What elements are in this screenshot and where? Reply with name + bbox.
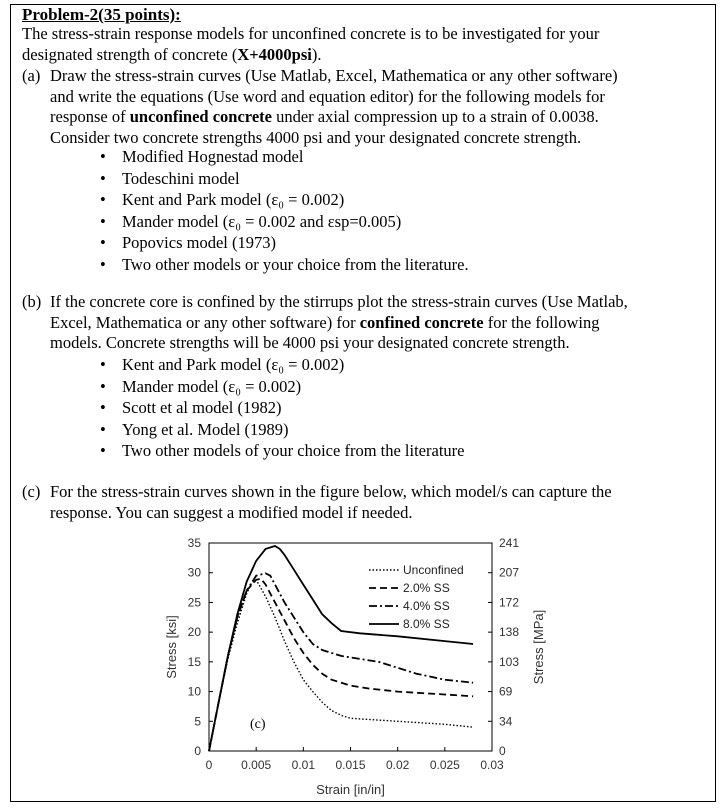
y-right-tick-label: 241 [499, 536, 520, 550]
part-a-line-2: and write the equations (Use word and equation editor) for the following models for [50, 86, 605, 106]
y-right-tick-label: 0 [499, 744, 506, 758]
y-axis-label: Stress [ksi] [164, 615, 179, 679]
list-item: • Mander model (ε₀ = 0.002) [100, 376, 464, 398]
y-tick-label: 15 [187, 654, 201, 669]
intro-line-1: The stress-strain response models for unconfined concrete is to be investigated for your [22, 24, 600, 43]
part-a-line-3 [22, 107, 702, 128]
list-item: • Kent and Park model (ε₀ = 0.002) [100, 354, 464, 376]
x-tick-label: 0.02 [385, 758, 410, 772]
y-right-tick-label: 34 [499, 714, 513, 729]
y-right-tick-label: 207 [499, 565, 520, 580]
part-a-line-3-post: under axial compression up to a strain of 0.0038. [271, 107, 599, 126]
part-a-line-1: Draw the stress-strain curves (Use Matlab, Excel, Mathematica or any other software) [50, 66, 618, 85]
list-item: • Kent and Park model (ε₀ = 0.002) [100, 189, 469, 211]
legend-label: Unconfined [403, 563, 464, 577]
y-axis-label-right: Stress [MPa] [531, 609, 546, 685]
list-item: • Two other models or your choice from the literature. [100, 254, 469, 276]
part-b-line-2-post: for the following [483, 312, 600, 332]
y-right-tick-label: 172 [499, 595, 520, 610]
part-c-line-2: response. You can suggest a modified model if needed. [50, 502, 413, 522]
part-b-label: (b) [22, 292, 42, 311]
problem-intro [22, 24, 702, 65]
stress-strain-figure [150, 532, 570, 802]
list-item: • Popovics model (1973) [100, 232, 469, 254]
x-axis-label: Strain [in/in] [316, 782, 385, 797]
x-tick-label: 0.025 [429, 758, 460, 772]
problem-title: Problem-2(35 points): [22, 5, 181, 24]
x-tick-label: 0.03 [480, 758, 504, 772]
list-item: • Modified Hognestad model [100, 146, 469, 168]
confined-concrete-emphasis: confined concrete [359, 312, 484, 332]
y-tick-label: 0 [194, 744, 201, 758]
legend-label: 8.0% SS [403, 617, 450, 631]
part-c-line-1: For the stress-strain curves shown in the figure below, which model/s can capture the [50, 482, 612, 501]
y-tick-label: 20 [187, 625, 201, 640]
unconfined-concrete-emphasis: unconfined concrete [129, 107, 272, 126]
list-item: • Scott et al model (1982) [100, 397, 464, 419]
list-item: • Yong et al. Model (1989) [100, 419, 464, 441]
x-tick-label: 0.01 [291, 758, 316, 772]
list-item: • Todeschini model [100, 168, 469, 190]
part-b-line-2-pre: Excel, Mathematica or any other software) for [50, 312, 360, 332]
y-right-tick-label: 69 [499, 684, 513, 699]
part-b-line-3: models. Concrete strengths will be 4000 psi your designated concrete strength. [50, 333, 570, 352]
part-a-label: (a) [22, 66, 41, 85]
part-c-text [22, 482, 702, 523]
legend-label: 4.0% SS [403, 599, 450, 613]
y-tick-label: 5 [194, 714, 201, 729]
x-tick-label: 0.005 [241, 758, 272, 772]
legend-label: 2.0% SS [403, 581, 450, 595]
x-tick-label: 0 [205, 758, 213, 772]
part-a-line-4: Consider two concrete strengths 4000 psi and your designated concrete strength. [50, 127, 582, 147]
chart-legend [366, 559, 480, 631]
stress-strain-chart [150, 532, 570, 802]
part-a-model-list [100, 146, 469, 275]
y-right-tick-label: 138 [499, 625, 520, 640]
list-item: • Mander model (ε₀ = 0.002 and εsp=0.005) [100, 211, 469, 233]
part-b-model-list [100, 354, 464, 462]
y-tick-label: 10 [187, 684, 201, 699]
part-a-line-3-pre: response of [50, 107, 130, 126]
part-b-text [22, 292, 702, 354]
intro-line-2-post: ). [311, 44, 322, 64]
y-tick-label: 35 [187, 536, 201, 550]
part-b-line-2 [22, 313, 702, 334]
y-tick-label: 30 [187, 565, 201, 580]
y-tick-label: 25 [187, 595, 201, 610]
panel-label: (c) [250, 717, 266, 732]
part-a-text [22, 66, 702, 148]
y-right-tick-label: 103 [499, 654, 520, 669]
list-item: • Two other models of your choice from the literature [100, 440, 464, 462]
part-b-line-1: If the concrete core is confined by the stirrups plot the stress-strain curves (Use Matlab, [50, 292, 628, 311]
intro-line-2-pre: designated strength of concrete ( [22, 44, 238, 64]
part-c-label: (c) [22, 482, 41, 501]
x-tick-label: 0.015 [335, 758, 366, 772]
designated-strength: X+4000psi [237, 44, 312, 64]
